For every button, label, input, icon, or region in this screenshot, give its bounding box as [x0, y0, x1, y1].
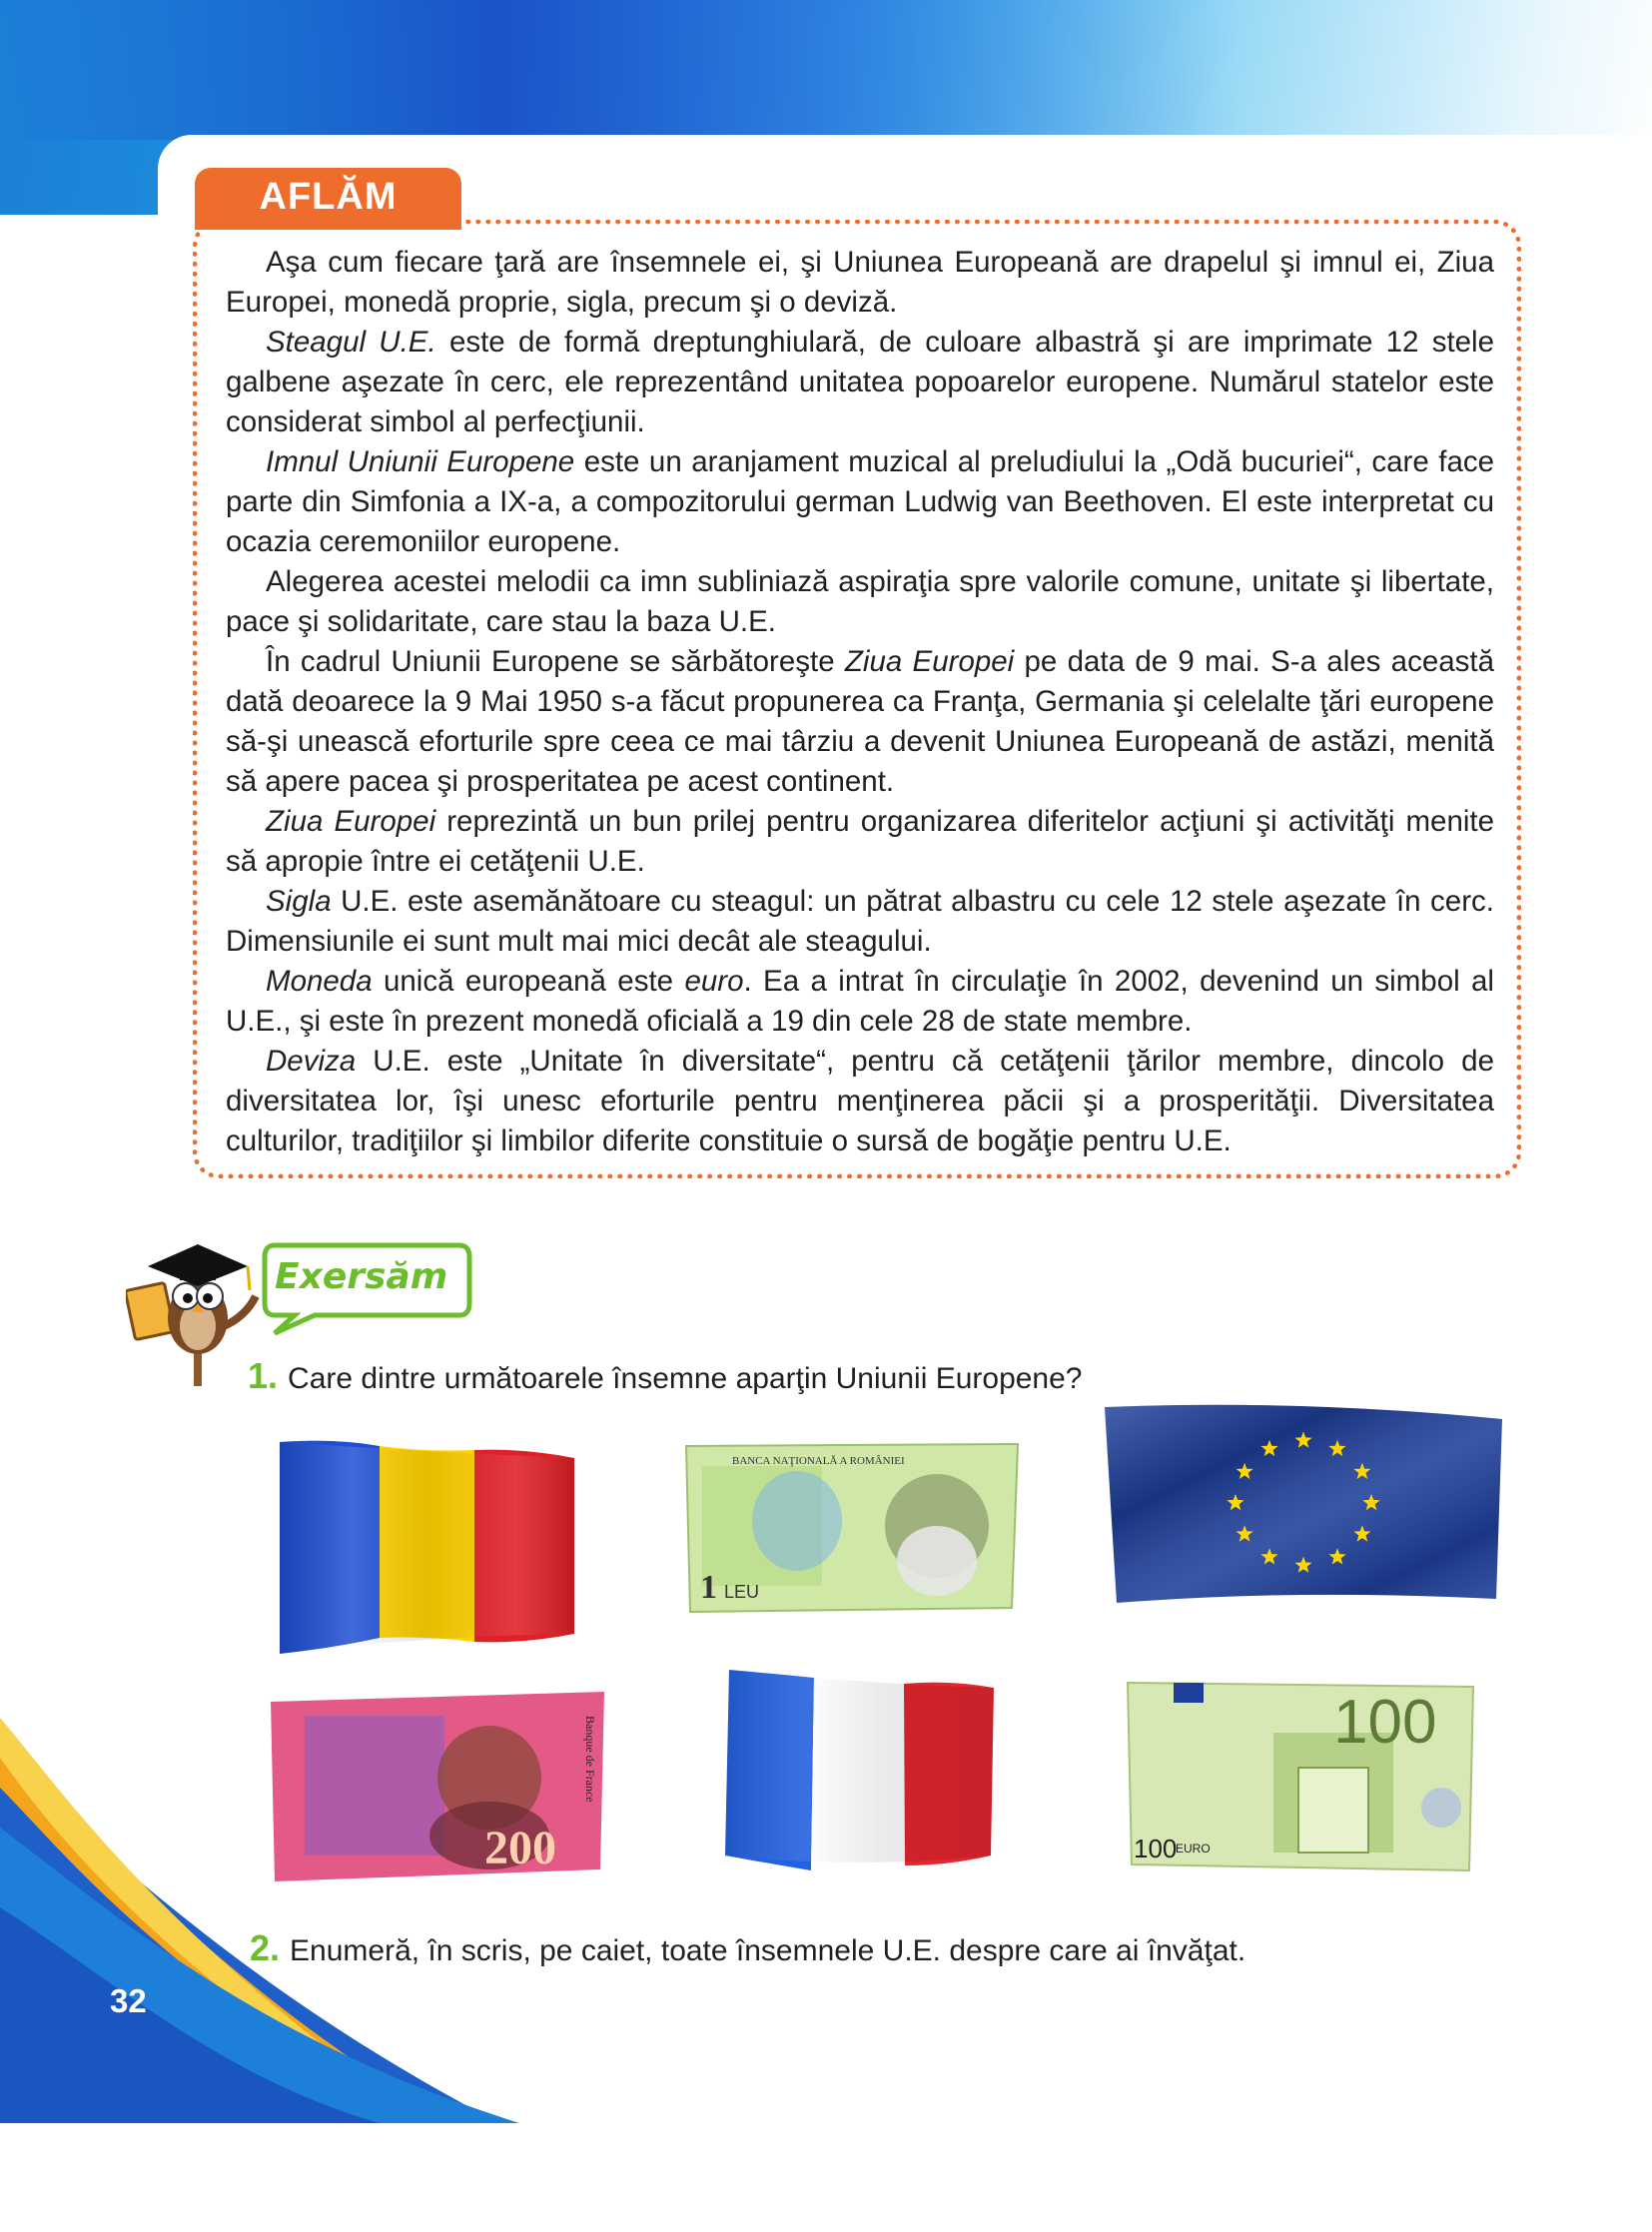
romanian-flag-image — [275, 1438, 584, 1658]
emphasis: Imnul Uniunii Europene — [266, 445, 575, 478]
paragraph-text: este de formă dreptunghiulară, de culoare albastră şi are imprimate 12 stele galbene aşezate în cerc, ele reprezentând unitatea popoarelor europene. Numărul statelor este considerat simbol al perfecţiunii. — [226, 326, 1495, 438]
leu-value: 1 — [700, 1569, 717, 1606]
leu-banknote-image — [682, 1436, 1022, 1616]
paragraph-text: . Ea a intrat în circulaţie în 2002, devenind un simbol al U.E., şi este în prezent monedă oficială a 19 din cele 28 de state membre. — [226, 965, 1494, 1038]
question-text: Care dintre următoarele însemne aparţin Uniunii Europene? — [288, 1362, 1083, 1395]
emphasis: Moneda — [266, 965, 373, 998]
paragraph-text: U.E. este „Unitate în diversitate“, pentru că cetăţenii ţărilor membre, dincolo de diversitatea lor, îşi unesc eforturile pentru menţinerea păcii şi a prosperităţii. Diversitatea culturilor, tradiţiilor şi limbilor diferite constituie o sursă de bogăţie pentru U.E. — [226, 1045, 1494, 1157]
eu-flag-image — [1099, 1403, 1508, 1608]
emphasis: Deviza — [266, 1045, 357, 1078]
info-text — [226, 243, 1494, 1161]
paragraph-text: unică europeană este — [372, 965, 685, 998]
emphasis: Ziua Europei — [844, 645, 1015, 678]
paragraph — [226, 962, 1494, 1042]
paragraph — [226, 442, 1494, 562]
emphasis: Steagul U.E. — [266, 326, 436, 359]
euro-banknote-image — [1124, 1673, 1478, 1877]
paragraph-text: În cadrul Uniunii Europene se sărbătoreşte — [266, 645, 845, 678]
paragraph-text: pe data de 9 mai. S-a ales această dată deoarece la 9 Mai 1950 s-a făcut propunerea ca Franţa, Germania şi celelalte ţări europene să-şi unească eforturile spre ceea ce mai târziu a devenit Uniunea Europeană de astăzi, menită să apere pacea şi prosperitatea pe acest continent. — [226, 645, 1495, 798]
paragraph — [226, 882, 1494, 962]
paragraph-text: U.E. este asemănătoare cu steagul: un pătrat albastru cu cele 12 stele aşezate în cerc. Dimensiunile ei sunt mult mai mici decât ale steagului. — [226, 885, 1494, 958]
paragraph — [226, 642, 1494, 802]
paragraph — [226, 562, 1494, 642]
franc-value: 200 — [484, 1822, 556, 1874]
header-dark-overlay — [0, 0, 1652, 140]
euro-value-small: 100 — [1134, 1834, 1178, 1863]
paragraph-text: Alegerea acestei melodii ca imn subliniază aspiraţia spre valorile comune, unitate şi libertate, pace şi solidaritate, care stau la baza U.E. — [226, 565, 1494, 638]
leu-bank-text: BANCA NAŢIONALĂ A ROMÂNIEI — [732, 1455, 905, 1467]
paragraph-text: Aşa cum fiecare ţară are însemnele ei, şi Uniunea Europeană are drapelul şi imnul ei, Ziua Europei, monedă proprie, sigla, precum şi o deviză. — [226, 246, 1494, 319]
paragraph — [226, 243, 1494, 323]
paragraph-text: reprezintă un bun prilej pentru organizarea diferitelor acţiuni şi activităţi menite să apropie între ei cetăţenii U.E. — [226, 805, 1495, 878]
section-title: AFLĂM — [259, 176, 398, 218]
leu-unit: LEU — [724, 1582, 760, 1602]
page-number: 32 — [110, 1982, 147, 2019]
franc-banknote-image — [265, 1686, 609, 1885]
emphasis: Ziua Europei — [266, 805, 436, 838]
emphasis: euro — [684, 965, 744, 998]
question-2 — [250, 1927, 1245, 1969]
question-text: Enumeră, în scris, pe caiet, toate însemnele U.E. despre care ai învăţat. — [290, 1934, 1246, 1967]
euro-unit: EURO — [1176, 1842, 1211, 1856]
euro-value: 100 — [1333, 1688, 1437, 1757]
paragraph — [226, 802, 1494, 882]
franc-bank-text: Banque de France — [583, 1716, 597, 1803]
french-flag-image — [719, 1666, 999, 1875]
paragraph — [226, 323, 1494, 442]
paragraph — [226, 1042, 1494, 1161]
exercise-title: Exersăm — [275, 1256, 448, 1297]
paragraph-text: este un aranjament muzical al preludiului la „Odă bucuriei“, care face parte din Simfonia a IX-a, a compozitorului german Ludwig van Beethoven. El este interpretat cu ocazia ceremoniilor europene. — [226, 445, 1495, 558]
question-number: 2. — [250, 1927, 281, 1968]
question-1 — [248, 1355, 1083, 1397]
question-number: 1. — [248, 1355, 279, 1396]
emphasis: Sigla — [266, 885, 332, 918]
